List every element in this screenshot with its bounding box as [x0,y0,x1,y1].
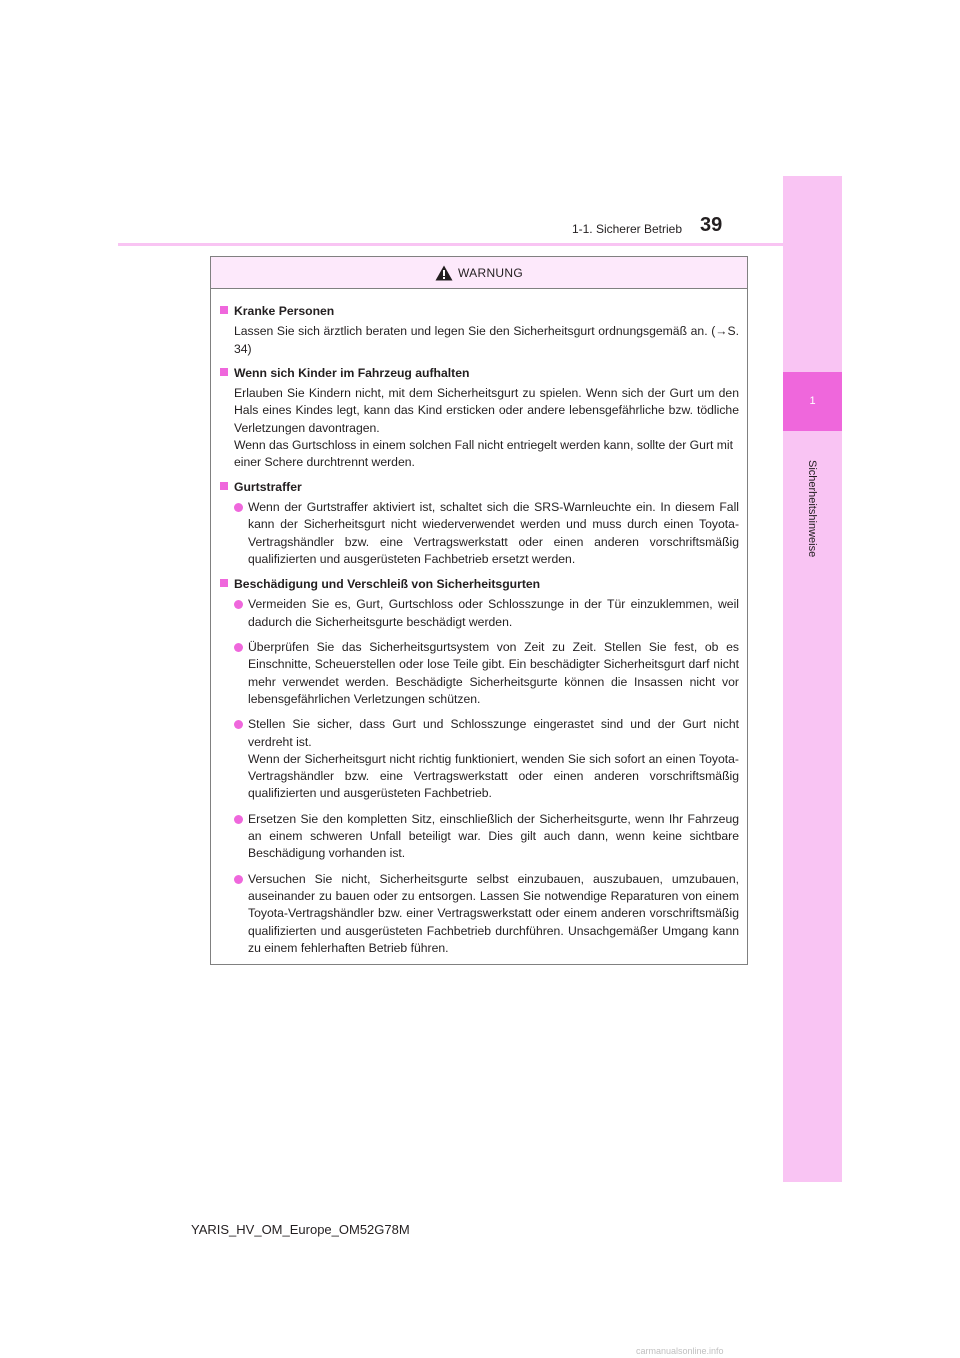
list-item [234,871,739,957]
round-bullet-icon [234,720,243,729]
section-heading [220,576,739,593]
header-divider [118,243,783,246]
round-bullet-icon [234,643,243,652]
paragraph: Lassen Sie sich ärztlich beraten und legen Sie den Sicherheitsgurt ordnungsgemäß an. (→S. 34) [234,324,739,356]
list-item-text: Wenn der Gurtstraffer aktiviert ist, schaltet sich die SRS-Warnleuchte ein. In diesem Fall kann der Sicherheitsgurt nicht wiederverwendet werden und muss durch einen Toyota-Vertragshändler bzw. eine Vertragswerkstatt oder einen anderen vorschriftsmäßig qualifizierten und ausgerüsteten Fachbetrieb ersetzt werden. [248,499,739,566]
list-item-body [248,716,739,802]
round-bullet-icon [234,815,243,824]
list-item [234,499,739,568]
chapter-number-tab[interactable]: 1 [783,372,842,431]
list-item-text: Versuchen Sie nicht, Sicherheitsgurte selbst einzubauen, auszubauen, umzubauen, auseinander zu bauen oder zu entsorgen. Lassen Sie notwendige Reparaturen von einem Toyota-Vertragshändler bzw. einer Vertragswerkstatt oder einem anderen vorschriftsmäßig qualifizierten und ausgerüsteten Fachbetrieb durchführen. Unsachgemäßer Umgang kann zu einem fehlerhaften Betrieb führen. [248,871,739,955]
list-item [234,811,739,863]
section-sick-persons [220,303,739,358]
section-heading [220,365,739,382]
square-bullet-icon [220,579,228,587]
section-heading-text: Gurtstraffer [234,479,302,494]
list-item-text: Wenn der Sicherheitsgurt nicht richtig funktioniert, wenden Sie sich sofort an einen Toyota-Vertragshändler bzw. eine Vertragswerkstatt oder einen anderen vorschriftsmäßig qualifizierten und ausgerüsteten Fachbetrieb. [248,751,739,801]
warning-triangle-icon [435,265,453,281]
section-pretensioner [220,479,739,568]
list-item [234,639,739,708]
section-heading [220,303,739,320]
warning-body [211,289,747,957]
warning-header [211,257,747,289]
list-item-text: Vermeiden Sie es, Gurt, Gurtschloss oder Schlosszunge in der Tür einzuklemmen, weil dadurch die Sicherheitsgurte beschädigt werden. [248,597,739,629]
round-bullet-icon [234,875,243,884]
section-children [220,365,739,472]
square-bullet-icon [220,482,228,490]
square-bullet-icon [220,306,228,314]
page-number: 39 [700,214,723,236]
section-heading-text: Wenn sich Kinder im Fahrzeug aufhalten [234,365,470,380]
section-heading [220,479,739,496]
section-title: 1-1. Sicherer Betrieb [571,222,682,236]
list-item-text: Ersetzen Sie den kompletten Sitz, einschließlich der Sicherheitsgurte, wenn Ihr Fahrzeug an einem schweren Unfall beteiligt war. Dies gilt auch dann, wenn keine sichtbare Beschädigung vorhanden ist. [248,811,739,861]
warning-title: WARNUNG [458,265,523,280]
watermark: carmanualsonline.info [636,1346,724,1356]
side-tab-background [783,176,842,1182]
list-item-text: Stellen Sie sicher, dass Gurt und Schlosszunge eingerastet sind und der Gurt nicht verdreht ist. [248,717,739,749]
round-bullet-icon [234,600,243,609]
section-heading-text: Kranke Personen [234,304,335,318]
chapter-label: Sicherheitshinweise [806,460,818,558]
list-item-text: Überprüfen Sie das Sicherheitsgurtsystem von Zeit zu Zeit. Stellen Sie fest, ob es Einschnitte, Scheuerstellen oder lose Teile gibt. Ein beschädigter Sicherheitsgurt darf nicht mehr verwendet werden. Beschädigte Sicherheitsgurte können die Insassen nicht vor lebensgefährlichen Verletzungen schützen. [248,640,739,706]
square-bullet-icon [220,368,228,376]
document-id: YARIS_HV_OM_Europe_OM52G78M [191,1222,410,1237]
paragraph: Erlauben Sie Kindern nicht, mit dem Sicherheitsgurt zu spielen. Wenn sich der Gurt um den Hals eines Kindes legt, kann das Kind ersticken oder andere lebensgefährliche bzw. tödliche Verletzungen davontragen. [234,386,739,435]
paragraph: Wenn das Gurtschloss in einem solchen Fall nicht entriegelt werden kann, sollte der Gurt mit einer Schere durchtrennt werden. [234,438,734,470]
list-item [234,596,739,631]
list-item [234,716,739,802]
round-bullet-icon [234,503,243,512]
warning-box [210,256,748,965]
section-damage [220,576,739,957]
section-heading-text: Beschädigung und Verschleiß von Sicherheitsgurten [234,577,541,592]
